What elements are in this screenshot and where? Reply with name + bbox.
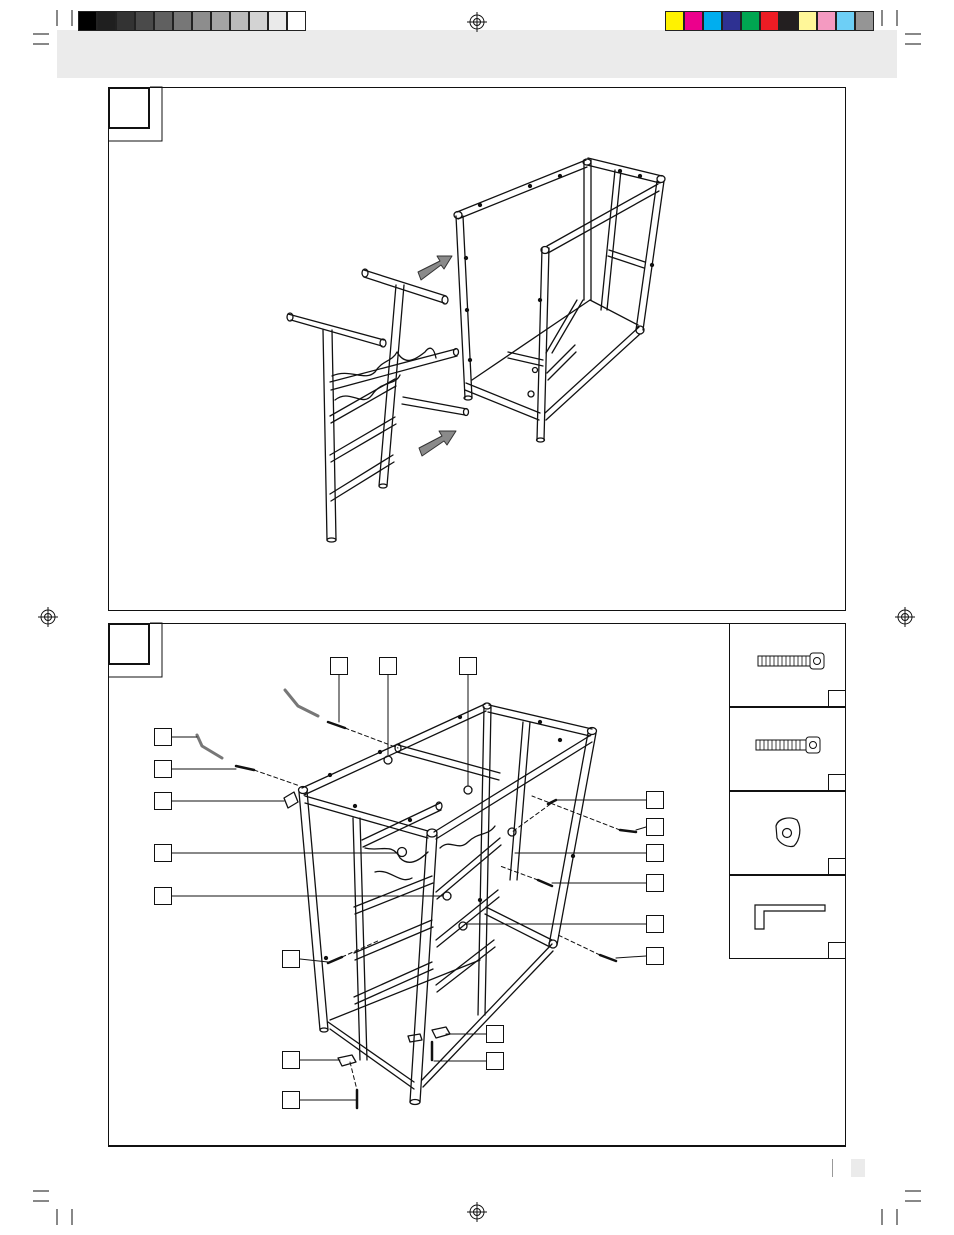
short-bolt-icon	[756, 737, 820, 753]
allen-key-icon	[755, 905, 825, 929]
long-bolt-icon	[758, 653, 824, 669]
registration-mark	[467, 1202, 487, 1222]
step-2-corner-line	[108, 623, 162, 677]
step-1-corner-line	[108, 87, 162, 141]
registration-mark	[38, 607, 58, 627]
insert-arrow-top	[418, 256, 452, 280]
registration-mark	[467, 12, 487, 32]
registration-mark	[895, 607, 915, 627]
side-ladder-frame	[287, 269, 469, 542]
step-2-illustration	[172, 675, 646, 1108]
cam-lock-nut-icon	[776, 818, 800, 847]
step-1-illustration	[287, 158, 665, 542]
main-frame	[454, 158, 665, 442]
insert-arrow-bottom	[419, 431, 456, 456]
crop-marks	[33, 10, 921, 1225]
